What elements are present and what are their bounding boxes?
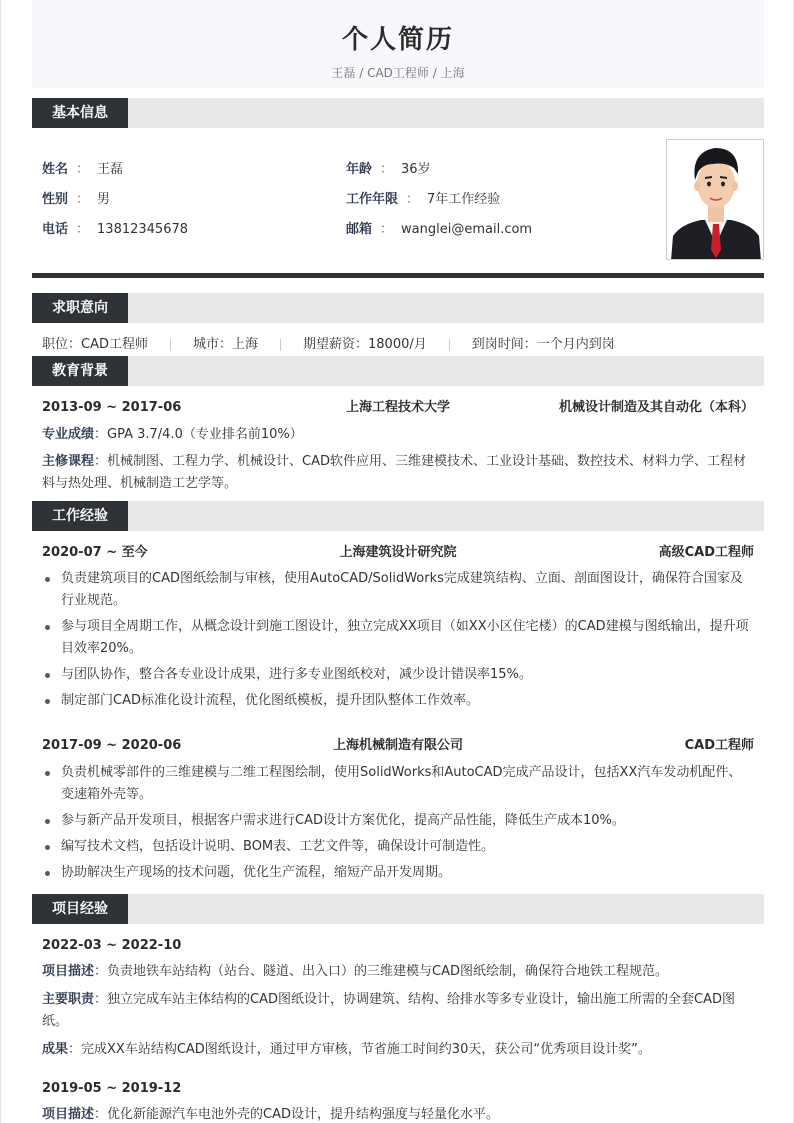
section-title-work: 工作经验 bbox=[32, 501, 128, 531]
work-bullets bbox=[42, 568, 754, 716]
field-label: 年龄 bbox=[346, 162, 373, 177]
courses-label: 主修课程 bbox=[42, 454, 95, 469]
project-period: 2019-05 ~ 2019-12 bbox=[42, 1081, 182, 1096]
project-period: 2022-03 ~ 2022-10 bbox=[42, 938, 182, 953]
section-header-work bbox=[32, 501, 764, 531]
duty-label: 主要职责 bbox=[42, 992, 95, 1007]
section-title-intent: 求职意向 bbox=[32, 293, 128, 323]
project-entry-header bbox=[42, 1080, 754, 1098]
result-value: ：完成XX车站结构CAD图纸设计，通过甲方审核，节省施工时间约30天，获公司“优秀项目设计奖”。 bbox=[68, 1042, 651, 1057]
page-title: 个人简历 bbox=[341, 25, 454, 55]
work-company: 上海机械制造有限公司 bbox=[332, 738, 463, 753]
gpa-value: ：GPA 3.7/4.0（专业排名前10%） bbox=[94, 427, 303, 442]
resume-header bbox=[32, 0, 764, 88]
section-header-education bbox=[32, 356, 764, 386]
education-school: 上海工程技术大学 bbox=[345, 400, 450, 415]
section-header-project bbox=[32, 894, 764, 924]
list-item: 负责机械零部件的三维建模与二维工程图绘制，使用SolidWorks和AutoCAD完成产品设计，包括XX汽车发动机配件、变速箱外壳等。 bbox=[42, 762, 754, 806]
section-divider bbox=[32, 273, 764, 278]
job-intent-row bbox=[42, 336, 637, 354]
courses-value: ：机械制图、工程力学、机械设计、CAD软件应用、三维建模技术、工业设计基础、数控技术、材料力学、工程材料与热处理、机械制造工艺学等。 bbox=[42, 454, 746, 491]
separator bbox=[280, 339, 281, 351]
project-entry-header bbox=[42, 937, 754, 955]
field-value: 36岁 bbox=[401, 162, 431, 177]
separator bbox=[449, 339, 450, 351]
education-period: 2013-09 ~ 2017-06 bbox=[42, 400, 182, 415]
field-label: 工作年限 bbox=[346, 192, 399, 207]
field-name: 姓名 ： 王磊 bbox=[42, 162, 124, 177]
desc-label: 项目描述 bbox=[42, 964, 95, 979]
section-title-education: 教育背景 bbox=[32, 356, 128, 386]
work-entry-header bbox=[42, 737, 754, 755]
intent-city: 城市：上海 bbox=[192, 337, 258, 352]
desc-value: ：负责地铁车站结构（站台、隧道、出入口）的三维建模与CAD图纸绘制，确保符合地铁工程规范。 bbox=[94, 964, 668, 979]
project-result bbox=[42, 1039, 754, 1061]
list-item: 参与新产品开发项目，根据客户需求进行CAD设计方案优化，提高产品性能，降低生产成本10%。 bbox=[42, 810, 754, 832]
list-item: 编写技术文档，包括设计说明、BOM表、工艺文件等，确保设计可制造性。 bbox=[42, 836, 754, 858]
list-item: 协助解决生产现场的技术问题，优化生产流程，缩短产品开发周期。 bbox=[42, 862, 754, 884]
field-value: wanglei@email.com bbox=[401, 222, 533, 237]
field-label: 电话 bbox=[42, 222, 69, 237]
section-header-basic bbox=[32, 98, 764, 128]
field-value: 王磊 bbox=[97, 162, 124, 177]
list-item: 负责建筑项目的CAD图纸绘制与审核，使用AutoCAD/SolidWorks完成建筑结构、立面、剖面图设计，确保符合国家及行业规范。 bbox=[42, 568, 754, 612]
intent-salary: 期望薪资：18000/月 bbox=[303, 337, 427, 352]
work-bullets bbox=[42, 762, 754, 888]
list-item: 与团队协作，整合各专业设计成果，进行多专业图纸校对，减少设计错误率15%。 bbox=[42, 664, 754, 686]
list-item: 制定部门CAD标准化设计流程，优化图纸模板，提升团队整体工作效率。 bbox=[42, 690, 754, 712]
list-item: 参与项目全周期工作，从概念设计到施工图设计，独立完成XX项目（如XX小区住宅楼）的CAD建模与图纸输出，提升项目效率20%。 bbox=[42, 616, 754, 660]
section-header-intent bbox=[32, 293, 764, 323]
gpa-label: 专业成绩 bbox=[42, 427, 95, 442]
separator bbox=[170, 339, 171, 351]
field-label: 姓名 bbox=[42, 162, 69, 177]
work-company: 上海建筑设计研究院 bbox=[339, 545, 457, 560]
work-period: 2020-07 ~ 至今 bbox=[42, 545, 148, 560]
work-title: CAD工程师 bbox=[684, 738, 754, 753]
field-gender: 性别 ： 男 bbox=[42, 192, 111, 207]
field-age: 年龄 ： 36岁 bbox=[346, 162, 431, 177]
result-label: 成果 bbox=[42, 1042, 69, 1057]
work-entry-header bbox=[42, 544, 754, 562]
field-value: 7年工作经验 bbox=[427, 192, 501, 207]
intent-position: 职位：CAD工程师 bbox=[42, 337, 148, 352]
project-description bbox=[42, 961, 754, 983]
work-title: 高级CAD工程师 bbox=[658, 545, 754, 560]
duty-value: ：独立完成车站主体结构的CAD图纸设计，协调建筑、结构、给排水等多专业设计，输出施工所需的全套CAD图纸。 bbox=[42, 992, 735, 1029]
desc-label: 项目描述 bbox=[42, 1107, 95, 1122]
field-label: 邮箱 bbox=[346, 222, 373, 237]
project-description bbox=[42, 1104, 754, 1123]
field-value: 男 bbox=[97, 192, 111, 207]
field-email: 邮箱 ： wanglei@email.com bbox=[346, 222, 533, 237]
desc-value: ：优化新能源汽车电池外壳的CAD设计，提升结构强度与轻量化水平。 bbox=[94, 1107, 499, 1122]
education-gpa bbox=[42, 424, 754, 446]
intent-arrival: 到岗时间：一个月内到岗 bbox=[471, 337, 615, 352]
profile-photo bbox=[666, 139, 764, 260]
education-major: 机械设计制造及其自动化（本科） bbox=[558, 400, 754, 415]
field-years: 工作年限 ： 7年工作经验 bbox=[346, 192, 501, 207]
section-title-project: 项目经验 bbox=[32, 894, 128, 924]
avatar-illustration bbox=[667, 140, 764, 260]
education-entry-header bbox=[42, 399, 754, 417]
field-label: 性别 bbox=[42, 192, 69, 207]
section-title-basic: 基本信息 bbox=[32, 98, 128, 128]
education-courses bbox=[42, 451, 754, 495]
page-subtitle: 王磊 / CAD工程师 / 上海 bbox=[331, 66, 465, 80]
field-value: 13812345678 bbox=[97, 222, 189, 237]
project-duty bbox=[42, 989, 754, 1033]
field-phone: 电话 ： 13812345678 bbox=[42, 222, 189, 237]
work-period: 2017-09 ~ 2020-06 bbox=[42, 738, 182, 753]
